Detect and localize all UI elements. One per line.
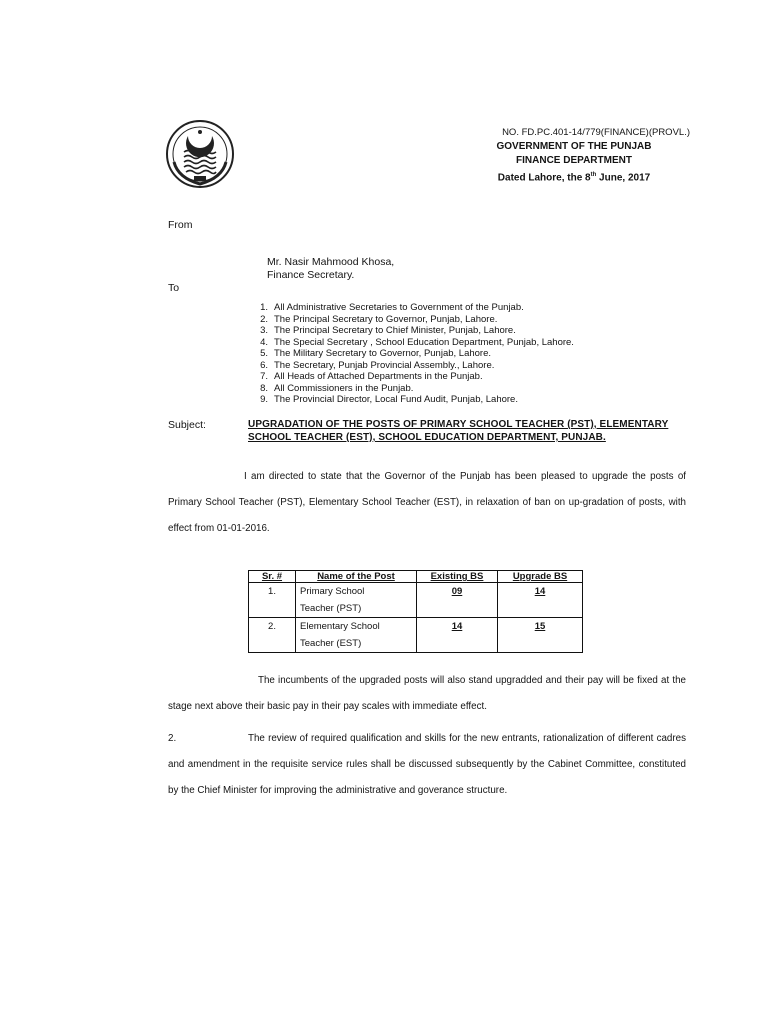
- row-existing-bs: 09: [417, 583, 498, 618]
- list-item: [246, 325, 666, 337]
- row-sr: 1.: [249, 583, 296, 618]
- to-label: To: [168, 282, 180, 294]
- row-existing-bs: 14: [417, 618, 498, 653]
- row-upgrade-bs: 15: [498, 618, 583, 653]
- sender-title: Finance Secretary.: [267, 269, 355, 281]
- list-item-number: 5.: [260, 348, 268, 359]
- list-item-number: 9.: [260, 394, 268, 405]
- row-post: Primary School Teacher (PST): [296, 583, 417, 618]
- list-item-number: 7.: [260, 371, 268, 382]
- table-row: [249, 583, 583, 618]
- sender-name: Mr. Nasir Mahmood Khosa,: [267, 256, 395, 268]
- paragraph-1: I am directed to state that the Governor of the Punjab has been pleased to upgrade the posts of Primary School Teacher (PST), Elementary School Teacher (EST), in relaxation of ban on up-gradation of posts, with effect from 01-01-2016.: [168, 471, 686, 534]
- list-item: [246, 360, 666, 372]
- list-item-text: The Secretary, Punjab Provincial Assembly., Lahore.: [274, 359, 495, 371]
- header-upgrade: Upgrade BS: [498, 571, 583, 583]
- list-item: [246, 337, 666, 349]
- list-item-number: 4.: [260, 336, 268, 348]
- list-item: [246, 348, 666, 360]
- subject-text: UPGRADATION OF THE POSTS OF PRIMARY SCHOOL TEACHER (PST), ELEMENTARY SCHOOL TEACHER (EST), SCHOOL EDUCATION DEPARTMENT, PUNJAB.: [248, 419, 669, 443]
- punjab-emblem-icon: [164, 118, 236, 190]
- letter-header: [430, 126, 690, 185]
- row-upgrade-bs: 14: [498, 583, 583, 618]
- list-item-text: The Special Secretary , School Education Department, Punjab, Lahore.: [274, 336, 574, 348]
- list-item-number: 1.: [260, 302, 268, 313]
- paragraph-2: The incumbents of the upgraded posts will also stand upgradded and their pay will be fixed at the stage next above their basic pay in their pay scales with immediate effect.: [168, 675, 686, 712]
- table-header-row: [249, 571, 583, 583]
- header-existing: Existing BS: [417, 571, 498, 583]
- row-sr: 2.: [249, 618, 296, 653]
- upgrade-table: [248, 570, 583, 653]
- header-post: Name of the Post: [296, 571, 417, 583]
- list-item-number: 2.: [260, 313, 268, 325]
- list-item-text: The Military Secretary to Governor, Punjab, Lahore.: [274, 348, 492, 359]
- list-item-text: All Heads of Attached Departments in the Punjab.: [274, 371, 483, 382]
- sender-block: [267, 256, 394, 282]
- list-item-text: All Administrative Secretaries to Government of the Punjab.: [274, 302, 524, 313]
- list-item: [246, 314, 666, 326]
- letter-date: Dated Lahore, the 8th June, 2017: [497, 172, 651, 184]
- from-label: From: [168, 219, 193, 231]
- list-item-text: All Commissioners in the Punjab.: [274, 382, 414, 394]
- list-item: [246, 383, 666, 395]
- row-post: Elementary School Teacher (EST): [296, 618, 417, 653]
- list-item-number: 3.: [260, 325, 268, 336]
- list-item-text: The Provincial Director, Local Fund Audit, Punjab, Lahore.: [274, 394, 518, 405]
- paragraph-3-number: 2.: [168, 733, 177, 744]
- list-item: [246, 394, 666, 406]
- list-item-text: The Principal Secretary to Chief Minister, Punjab, Lahore.: [274, 325, 516, 336]
- recipient-list: [246, 302, 666, 406]
- list-item-number: 6.: [260, 359, 268, 371]
- reference-number: NO. FD.PC.401-14/779(FINANCE)(PROVL.): [502, 127, 690, 138]
- header-sr: Sr. #: [249, 571, 296, 583]
- table-row: [249, 618, 583, 653]
- list-item: [246, 302, 666, 314]
- list-item: [246, 371, 666, 383]
- list-item-text: The Principal Secretary to Governor, Punjab, Lahore.: [274, 313, 498, 325]
- subject-label: Subject:: [168, 419, 206, 431]
- government-title: GOVERNMENT OF THE PUNJAB: [496, 141, 652, 152]
- list-item-number: 8.: [260, 382, 268, 394]
- paragraph-3: The review of required qualification and skills for the new entrants, rationalization of different cadres and amendment in the requisite service rules shall be discussed subsequently by the Cabinet Committee, constituted by the Chief Minister for improving the administrative and goverance structure.: [168, 733, 686, 796]
- department-title: FINANCE DEPARTMENT: [516, 155, 632, 166]
